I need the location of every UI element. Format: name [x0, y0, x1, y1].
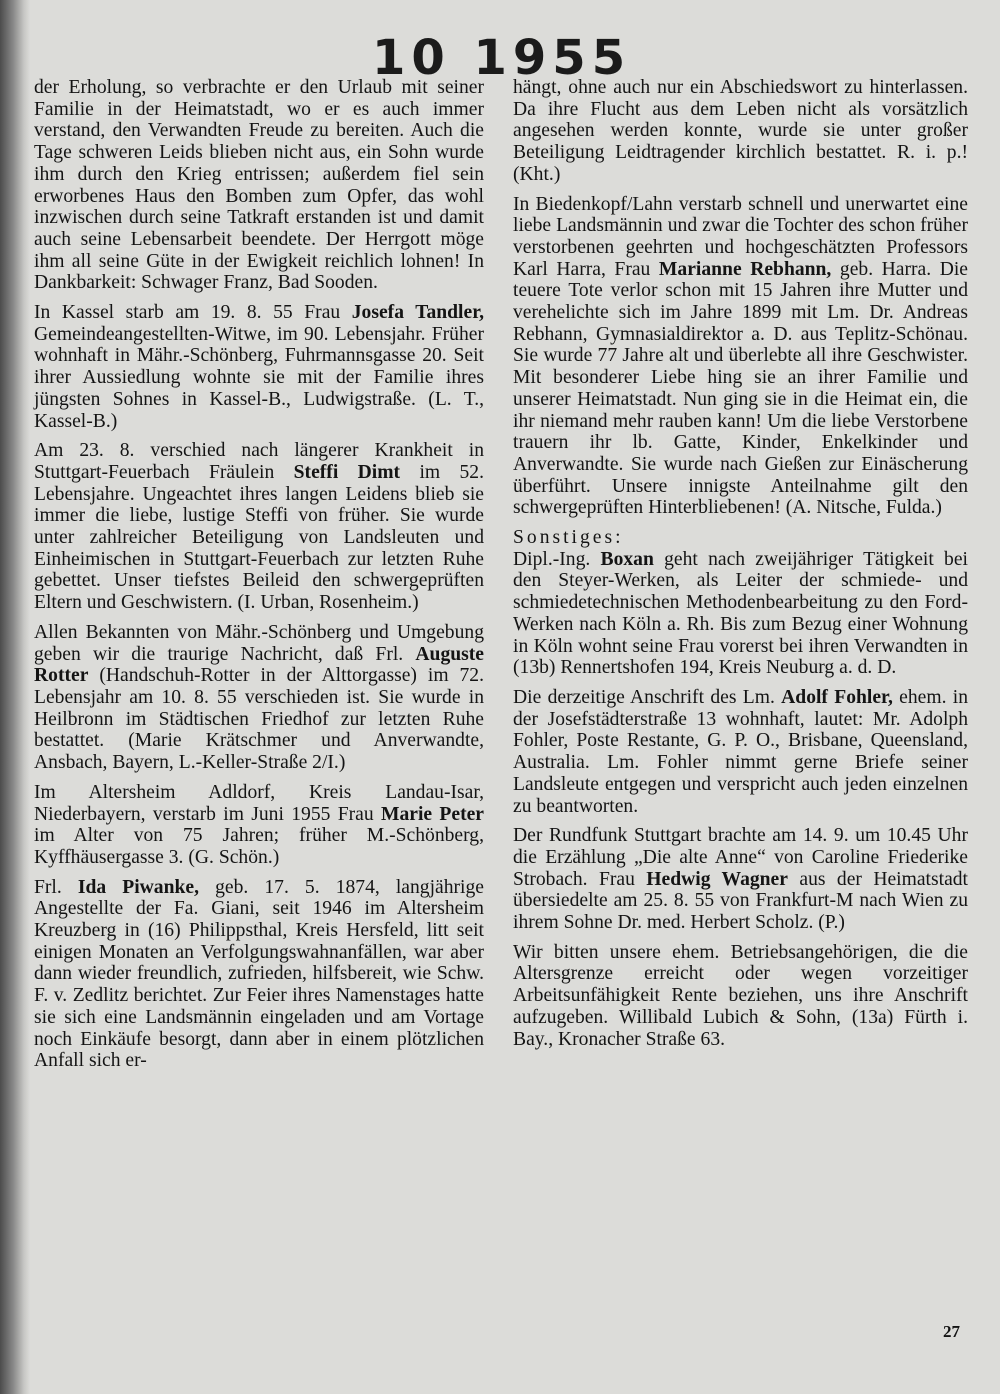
obituary-piwanke: Frl. Ida Piwanke, geb. 17. 5. 1874, langjährige Angestellte der Fa. Giani, seit 1946 im Altersheim Kreuzberg in (16) Philippsthal, Kreis Hersfeld, litt seit einigen Monaten an Verfolgungswahnanfällen, war aber dann wieder freundlich, zufrieden, hilfsbereit, wie Schw. F. v. Zedlitz berichtet. Zur Feier ihres Namenstages hatte sie sich eine Landsmännin eingeladen und am Vortage noch Einkäufe besorgt, dann aber in einem plötzlichen Anfall sich er- — [34, 876, 484, 1072]
obituary-peter: Im Altersheim Adldorf, Kreis Landau-Isar, Niederbayern, verstarb im Juni 1955 Frau Marie Peter im Alter von 75 Jahren; früher M.-Schönberg, Kyffhäusergasse 3. (G. Schön.) — [34, 781, 484, 868]
name-hedwig-wagner: Hedwig Wagner — [646, 868, 788, 890]
name-ida-piwanke: Ida Piwanke, — [77, 876, 199, 898]
name-boxan: Boxan — [600, 548, 654, 570]
obituary-dimt: Am 23. 8. verschied nach längerer Krankheit in Stuttgart-Feuerbach Fräulein Steffi Dimt im 52. Lebensjahre. Ungeachtet ihres langen Leidens blieb sie immer die liebe, lustige Steffi von früher. Sie wurde unter zahlreicher Beteiligung von Landsleuten und Einheimischen in Stuttgart-Feuerbach zur letzten Ruhe gebettet. Unser tiefstes Beileid den schwergeprüften Eltern und Geschwistern. (I. Urban, Rosenheim.) — [34, 440, 484, 614]
name-adolf-fohler: Adolf Fohler, — [781, 686, 893, 708]
notice-lubich: Wir bitten unsere ehem. Betriebsangehörigen, die die Altersgrenze erreicht oder wegen vorzeitiger Arbeitsunfähigkeit Rente beziehen, uns ihre Anschrift aufzugeben. Willibald Lubich & Sohn, (13a) Fürth i. Bay., Kronacher Straße 63. — [513, 941, 968, 1050]
obituary-rebhann: In Biedenkopf/Lahn verstarb schnell und unerwartet eine liebe Landsmännin und zwar die Tochter des schon früher verstorbenen geehrten und hochgeschätzten Professors Karl Harra, Frau Marianne Rebhann, geb. Harra. Die teuere Tote verlor schon mit 15 Jahren ihre Mutter und verehelichte sich im Jahre 1899 mit Lm. Dr. Andreas Rebhann, Gymnasialdirektor a. D. aus Teplitz-Schönau. Sie wurde 77 Jahre alt und überlebte all ihre Geschwister. Mit besonderer Liebe hing sie an ihrer Familie und unserer Heimatstadt. Nun ging sie in die Heimat ein, die ihr niemand mehr rauben kann! Um die liebe Verstorbene trauern ihr lb. Gatte, Kinder, Enkelkinder und Anverwandte. Sie wurde nach Gießen zur Einäscherung überführt. Unsere innigste Anteilnahme gilt den schwergeprüften Hinterbliebenen! (A. Nitsche, Fulda.) — [513, 193, 969, 519]
name-marianne-rebhann: Marianne Rebhann, — [658, 258, 832, 280]
notice-wagner: Der Rundfunk Stuttgart brachte am 14. 9. um 10.45 Uhr die Erzählung „Die alte Anne“ von Caroline Friederike Strobach. Frau Hedwig Wagner aus der Heimatstadt übersiedelte am 25. 8. 55 von Frankfurt-M nach Wien zu ihrem Sohne Dr. med. Herbert Scholz. (P.) — [513, 825, 969, 934]
name-josefa-tandler: Josefa Tandler, — [351, 302, 484, 324]
obituary-piwanke-continued: hängt, ohne auch nur ein Abschiedswort zu hinterlassen. Da ihre Flucht aus dem Leben nicht als vorsätzlich angesehen werden konnte, wurde sie unter großer Beteiligung Leidtragender kirchlich bestattet. R. i. p.! (Kht.) — [513, 77, 968, 185]
right-column — [513, 77, 968, 1058]
page-binding-shadow — [0, 0, 30, 1394]
date-stamp: 10 1955 — [372, 30, 632, 86]
obituary-rotter: Allen Bekannten von Mähr.-Schönberg und Umgebung geben wir die traurige Nachricht, daß Frl. Auguste Rotter (Handschuh-Rotter in der Alttorgasse) im 72. Lebensjahr am 10. 8. 55 verschieden ist. Sie wurde in Heilbronn im Städtischen Friedhof zur letzten Ruhe bestattet. (Marie Krätschmer und Anverwandte, Ansbach, Bayern, L.-Keller-Straße 2/I.) — [34, 621, 484, 774]
name-auguste-rotter: Auguste Rotter — [34, 643, 484, 687]
name-marie-peter: Marie Peter — [380, 803, 484, 825]
obituary-continued: der Erholung, so verbrachte er den Urlaub mit seiner Familie in der Heimatstadt, wo er es auch immer verstand, den Verwandten Freude zu bereiten. Auch die Tage schweren Leids blieben nicht aus, ein Sohn wurde ihm durch den Krieg entrissen; außerdem fiel sein erworbenes Haus den Bomben zum Opfer, das wohl inzwischen durch seine Tatkraft erstanden ist und damit auch seine Lebensarbeit beendete. Der Herrgott möge ihm all seine Güte in der Ewigkeit reichlich lohnen! In Dankbarkeit: Schwager Franz, Bad Sooden. — [34, 77, 484, 294]
section-heading-sonstiges: Sonstiges: — [513, 527, 624, 549]
page-number: 27 — [943, 1322, 960, 1341]
notice-fohler: Die derzeitige Anschrift des Lm. Adolf Fohler, ehem. in der Josefstädterstraße 13 wohnhaft, lautet: Mr. Adolph Fohler, Poste Restante, G. P. O., Brisbane, Queensland, Australia. Lm. Fohler nimmt gerne Briefe seiner Landsleute entgegen und verspricht auch jeden einzelnen zu beantworten. — [513, 686, 968, 817]
notice-boxan: Dipl.-Ing. Boxan geht nach zweijähriger Tätigkeit bei den Steyer-Werken, als Leiter der schmiede- und schmiedetechnischen Methodenbearbeitung zu den Ford-Werken nach Köln a. Rh. Bis zum Bezug einer Wohnung in Köln wohnt seine Frau vorerst bei ihren Verwandten in (13b) Rennertshofen 194, Kreis Neuburg a. d. D. — [513, 548, 968, 679]
name-steffi-dimt: Steffi Dimt — [293, 461, 401, 483]
left-column — [34, 77, 484, 1080]
obituary-tandler: In Kassel starb am 19. 8. 55 Frau Josefa Tandler, Gemeindeangestellten-Witwe, im 90. Lebensjahr. Früher wohnhaft in Mähr.-Schönberg, Fuhrmannsgasse 20. Seit ihrer Aussiedlung wohnte sie mit der Familie ihres jüngsten Sohnes in Kassel-B., Ludwigstraße. (L. T., Kassel-B.) — [34, 302, 484, 432]
